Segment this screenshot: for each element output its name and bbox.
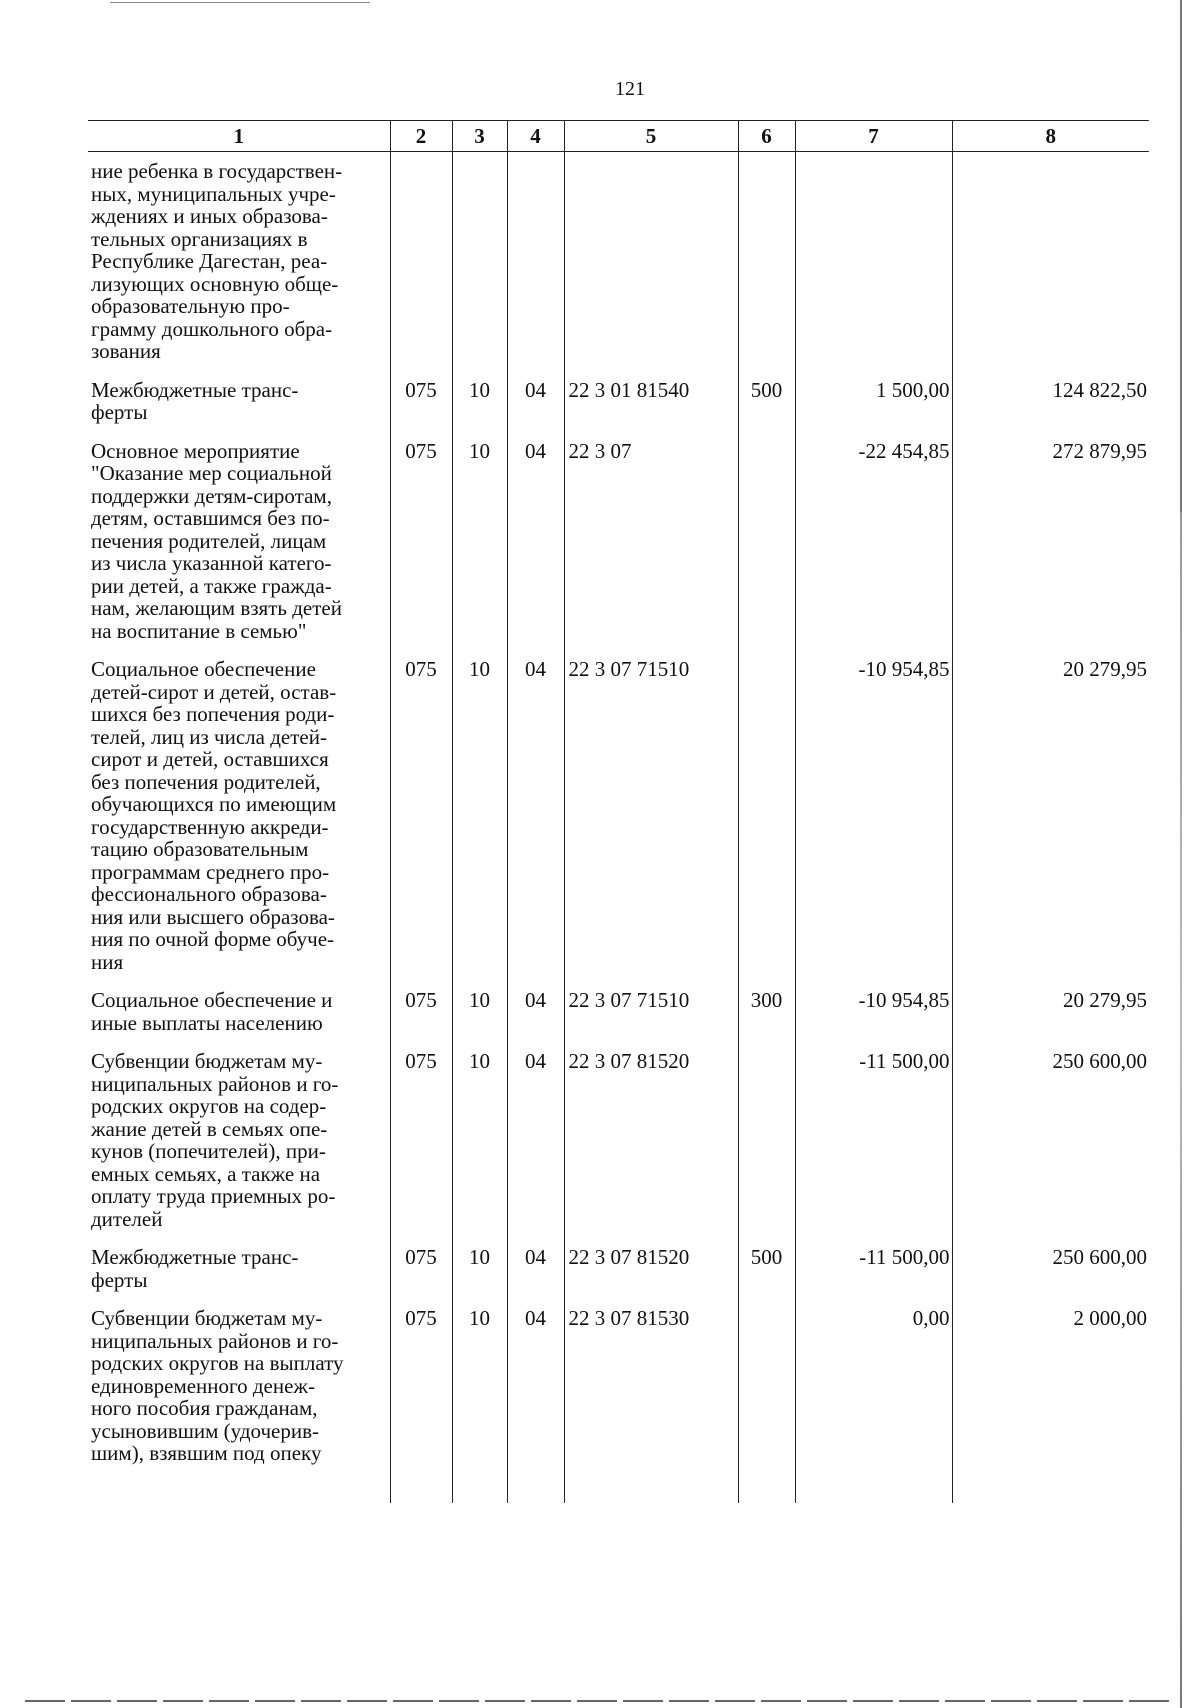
table-row	[88, 1050, 1149, 1246]
cell-expense-type-code: 300	[738, 989, 795, 1050]
cell-target-article-code: 22 3 07	[564, 440, 738, 659]
cell-target-article-code: 22 3 01 81540	[564, 379, 738, 440]
cell-expense-type-code	[738, 1307, 795, 1503]
row-description: Субвенции бюджетам му- ниципальных районов и го- родских округов на выплату единовременного денеж- ного пособия гражданам, усыновившим (удочерив- шим), взявшим под опеку	[91, 1306, 344, 1465]
cell-section-code: 10	[452, 1246, 507, 1307]
budget-table	[88, 120, 1149, 1503]
cell-target-article-code: 22 3 07 71510	[564, 989, 738, 1050]
column-header-5: 5	[564, 121, 738, 152]
cell-change-amount: -11 500,00	[795, 1050, 952, 1246]
column-header-8: 8	[952, 121, 1149, 152]
table-row	[88, 658, 1149, 989]
cell-expense-type-code	[738, 1050, 795, 1246]
scan-edge-right	[1180, 0, 1182, 1708]
cell-expense-type-code: 500	[738, 379, 795, 440]
cell-section-code: 10	[452, 658, 507, 989]
scan-edge-bottom	[25, 1700, 1175, 1702]
cell-subsection-code: 04	[507, 1050, 564, 1246]
page-number: 121	[615, 78, 645, 100]
cell-section-code: 10	[452, 1050, 507, 1246]
cell-ministry-code: 075	[390, 989, 452, 1050]
cell-total-amount	[952, 152, 1149, 379]
cell-subsection-code: 04	[507, 379, 564, 440]
table-row	[88, 1307, 1149, 1503]
cell-subsection-code: 04	[507, 1307, 564, 1503]
table-row	[88, 1246, 1149, 1307]
cell-change-amount	[795, 152, 952, 379]
cell-subsection-code: 04	[507, 1246, 564, 1307]
cell-target-article-code	[564, 152, 738, 379]
cell-change-amount: -22 454,85	[795, 440, 952, 659]
cell-subsection-code: 04	[507, 658, 564, 989]
cell-section-code: 10	[452, 440, 507, 659]
table-row	[88, 440, 1149, 659]
scan-edge-top	[110, 2, 370, 3]
cell-expense-type-code: 500	[738, 1246, 795, 1307]
cell-expense-type-code	[738, 440, 795, 659]
cell-subsection-code: 04	[507, 989, 564, 1050]
row-description: Межбюджетные транс- ферты	[91, 377, 299, 424]
row-description: Социальное обеспечение и иные выплаты населению	[91, 988, 333, 1035]
cell-change-amount: 1 500,00	[795, 379, 952, 440]
cell-ministry-code: 075	[390, 1050, 452, 1246]
cell-section-code: 10	[452, 379, 507, 440]
cell-subsection-code: 04	[507, 440, 564, 659]
cell-total-amount: 20 279,95	[952, 989, 1149, 1050]
cell-ministry-code: 075	[390, 658, 452, 989]
column-header-2: 2	[390, 121, 452, 152]
cell-section-code: 10	[452, 1307, 507, 1503]
table-body	[88, 152, 1149, 1503]
cell-total-amount: 20 279,95	[952, 658, 1149, 989]
cell-subsection-code	[507, 152, 564, 379]
cell-target-article-code: 22 3 07 81530	[564, 1307, 738, 1503]
cell-change-amount: -10 954,85	[795, 989, 952, 1050]
cell-target-article-code: 22 3 07 71510	[564, 658, 738, 989]
cell-section-code: 10	[452, 989, 507, 1050]
cell-change-amount: 0,00	[795, 1307, 952, 1503]
cell-total-amount: 2 000,00	[952, 1307, 1149, 1503]
column-header-1: 1	[88, 121, 390, 152]
row-description: Основное мероприятие "Оказание мер социальной поддержки детям-сиротам, детям, оставшимся без по- печения родителей, лицам из числа указанной катего- рии детей, а также гражда- нам, желающим взять детей на воспитание в семью"	[91, 438, 342, 643]
cell-ministry-code: 075	[390, 379, 452, 440]
cell-expense-type-code	[738, 658, 795, 989]
row-description: Социальное обеспечение детей-сирот и детей, остав- шихся без попечения роди- телей, лиц из числа детей- сирот и детей, оставшихся без попечения родителей, обучающихся по имеющим государственную аккреди- тацию образовательным программам среднего про- фессионального образова- ния или высшего образова- ния по очной форме обуче- ния	[91, 657, 337, 974]
cell-ministry-code: 075	[390, 440, 452, 659]
cell-target-article-code: 22 3 07 81520	[564, 1246, 738, 1307]
cell-total-amount: 250 600,00	[952, 1246, 1149, 1307]
table-row	[88, 989, 1149, 1050]
column-header-3: 3	[452, 121, 507, 152]
cell-total-amount: 250 600,00	[952, 1050, 1149, 1246]
cell-change-amount: -10 954,85	[795, 658, 952, 989]
row-description: Межбюджетные транс- ферты	[91, 1245, 299, 1292]
column-header-6: 6	[738, 121, 795, 152]
column-header-4: 4	[507, 121, 564, 152]
cell-change-amount: -11 500,00	[795, 1246, 952, 1307]
table-row	[88, 379, 1149, 440]
column-header-7: 7	[795, 121, 952, 152]
cell-ministry-code	[390, 152, 452, 379]
row-description: ние ребенка в государствен- ных, муниципальных учре- ждениях и иных образова- тельных организациях в Республике Дагестан, реа- лизующих основную обще- образовательную про- грамму дошкольного обра- зования	[91, 159, 343, 363]
table-header-row	[88, 121, 1149, 152]
table-row	[88, 152, 1149, 379]
cell-total-amount: 272 879,95	[952, 440, 1149, 659]
cell-ministry-code: 075	[390, 1246, 452, 1307]
cell-section-code	[452, 152, 507, 379]
cell-ministry-code: 075	[390, 1307, 452, 1503]
cell-target-article-code: 22 3 07 81520	[564, 1050, 738, 1246]
cell-total-amount: 124 822,50	[952, 379, 1149, 440]
row-description: Субвенции бюджетам му- ниципальных районов и го- родских округов на содер- жание детей в семьях опе- кунов (попечителей), при- емных семьях, а также на оплату труда приемных ро- дителей	[91, 1049, 339, 1231]
cell-expense-type-code	[738, 152, 795, 379]
